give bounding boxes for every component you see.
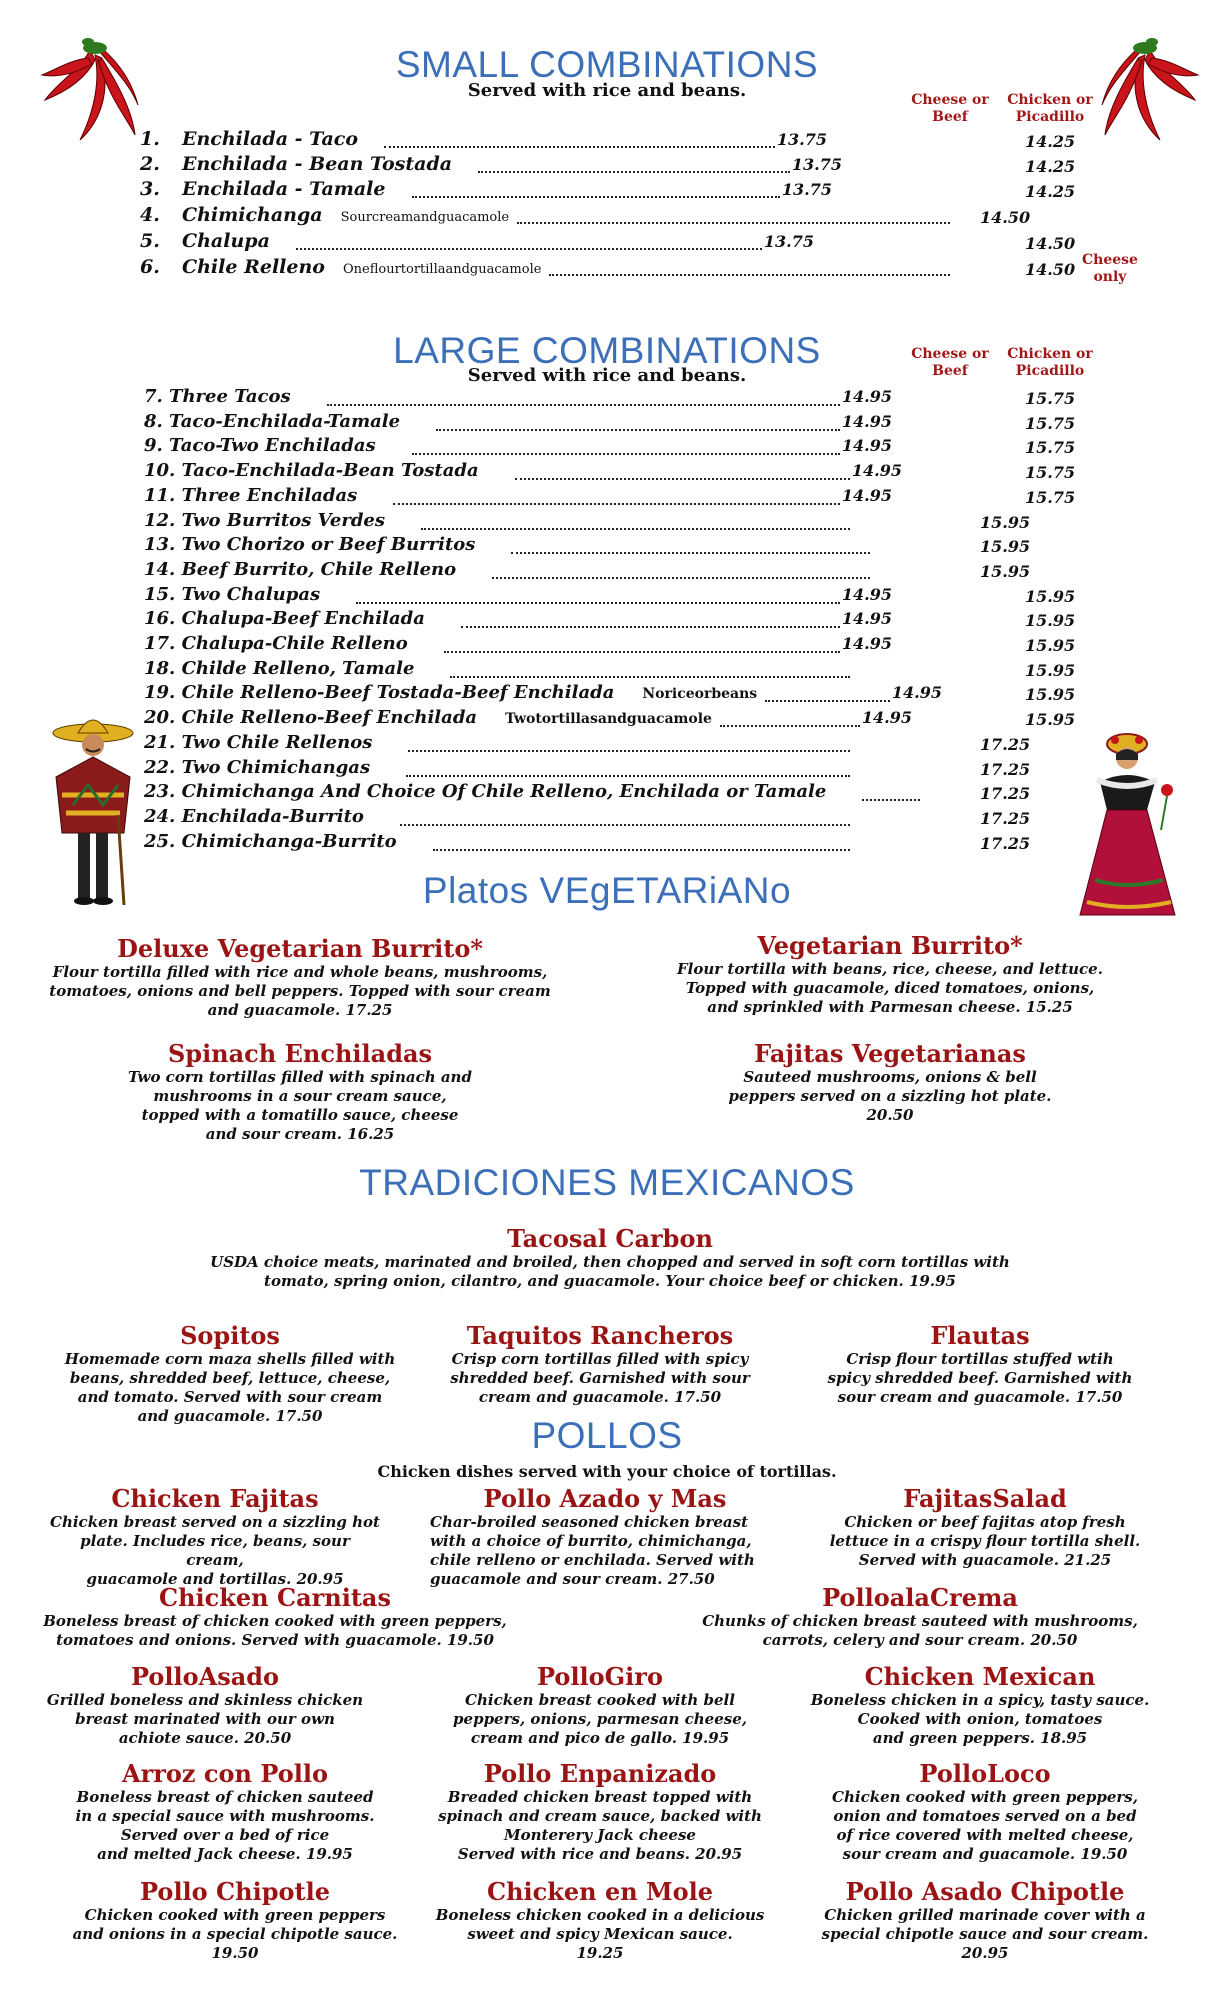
large-combo-row (144, 682, 942, 706)
combo-price-cheese-beef: 14.95 (861, 708, 912, 727)
combo-price-cheese-beef: 14.95 (851, 461, 902, 480)
item-name: Taquitos Rancheros (466, 1321, 734, 1350)
leader-dots (720, 712, 860, 727)
combo-price-cheese-beef: 14.95 (841, 609, 892, 628)
item-description: Homemade corn maza shells filled with beans, shredded beef, lettuce, cheese, and tomato. Served with sour cream and guacamole. 17.50 (64, 1350, 396, 1425)
small-combo-row (140, 204, 952, 228)
combo-price-cheese-beef: 13.75 (776, 130, 827, 149)
combo-note: Sourcreamandguacamole (340, 210, 510, 225)
menu-item (55, 1878, 415, 1963)
combo-price-chicken-picadillo: 14.25 (1025, 157, 1076, 176)
leader-dots (549, 260, 950, 276)
leader-dots (393, 490, 840, 505)
leader-dots (384, 132, 775, 148)
combo-price-chicken-picadillo: 14.50 (1025, 260, 1076, 279)
item-description: Flour tortilla with beans, rice, cheese, and lettuce. Topped with guacamole, diced tomatoes, onions, and sprinkled with Parmesan cheese. 15.25 (677, 960, 1103, 1016)
pollos-subtitle: Chicken dishes served with your choice of tortillas. (377, 1462, 837, 1481)
menu-item (40, 1663, 370, 1748)
large-combo-row (144, 510, 852, 534)
combo-price-chicken-picadillo: 15.75 (1025, 389, 1076, 408)
item-description: Chicken cooked with green peppers, onion and tomatoes served on a bed of rice covered with melted cheese, sour cream and guacamole. 19.50 (832, 1788, 1138, 1863)
combo-price-chicken-picadillo: 17.25 (980, 834, 1031, 853)
leader-dots (400, 811, 850, 826)
large-combo-row (144, 757, 852, 781)
combo-price-cheese-beef: 14.95 (891, 683, 942, 702)
pollos-title: POLLOS (531, 1415, 683, 1456)
large-combo-row (144, 534, 872, 558)
large-combo-row (144, 559, 872, 583)
menu-item (690, 1040, 1090, 1125)
item-name: Pollo Chipotle (140, 1877, 330, 1906)
leader-dots (450, 663, 850, 678)
combo-price-cheese-beef: 14.95 (841, 436, 892, 455)
menu-item (40, 1584, 510, 1650)
item-name: Pollo Asado Chipotle (845, 1877, 1125, 1906)
item-description: Chunks of chicken breast sauteed with mushrooms, carrots, celery and sour cream. 20.50 (702, 1612, 1138, 1649)
item-description: Chicken cooked with green peppers and onions in a special chipotle sauce. 19.50 (72, 1906, 398, 1962)
small-combo-row (140, 178, 832, 202)
leader-dots (296, 234, 762, 250)
large-combo-row (144, 633, 892, 657)
small-combo-row (140, 153, 842, 177)
leader-dots (412, 440, 840, 455)
menu-item (430, 1663, 770, 1748)
item-description: Breaded chicken breast topped with spinach and cream sauce, backed with Monterery Jack cheese Served with rice and beans. 20.95 (438, 1788, 762, 1863)
item-name: Spinach Enchiladas (167, 1039, 433, 1068)
combo-name: 7. Three Tacos (144, 386, 291, 407)
combo-price-cheese-beef: 14.95 (841, 634, 892, 653)
menu-item (430, 1485, 780, 1589)
leader-dots (327, 391, 840, 406)
item-name: FajitasSalad (903, 1484, 1067, 1513)
leader-dots (478, 157, 790, 173)
combo-number: 2. (140, 153, 160, 175)
combo-price-chicken-picadillo: 15.75 (1025, 488, 1076, 507)
vegetarian-title: Platos VEgETARiANo (422, 870, 792, 911)
combo-price-chicken-picadillo: 15.95 (1025, 685, 1076, 704)
menu-item (50, 1485, 380, 1589)
item-description: Sauteed mushrooms, onions & bell peppers served on a sizzling hot plate. 20.50 (728, 1068, 1052, 1124)
item-name: PolloGiro (537, 1662, 663, 1691)
menu-item (60, 1760, 390, 1864)
item-description: Crisp corn tortillas filled with spicy shredded beef. Garnished with sour cream and guacamole. 17.50 (450, 1350, 750, 1406)
combo-price-chicken-picadillo: 15.95 (1025, 611, 1076, 630)
large-combinations-subtitle: Served with rice and beans. (467, 365, 747, 386)
combo-name: 20. Chile Relleno-Beef Enchilada (144, 707, 478, 728)
leader-dots (412, 182, 780, 198)
combo-number: 4. (140, 204, 160, 226)
small-combinations-subtitle: Served with rice and beans. (467, 80, 747, 101)
large-combo-row (144, 608, 892, 632)
combo-name: 14. Beef Burrito, Chile Relleno (144, 559, 457, 580)
item-description: Boneless breast of chicken cooked with green peppers, tomatoes and onions. Served with guacamole. 19.50 (43, 1612, 507, 1649)
menu-item (805, 1663, 1155, 1748)
combo-note: Noriceorbeans (642, 686, 758, 702)
combo-name: 11. Three Enchiladas (144, 485, 358, 506)
combo-price-chicken-picadillo: 14.25 (1025, 182, 1076, 201)
item-name: Pollo Enpanizado (483, 1759, 717, 1788)
combo-name: 12. Two Burritos Verdes (144, 510, 386, 531)
leader-dots (765, 687, 890, 702)
item-description: Chicken breast served on a sizzling hot plate. Includes rice, beans, sour cream, guacamole and tortillas. 20.95 (50, 1513, 380, 1588)
menu-item (430, 1760, 770, 1864)
combo-name: Chile Relleno (182, 256, 325, 278)
combo-price-chicken-picadillo: 14.50 (980, 208, 1031, 227)
item-name: Chicken en Mole (486, 1877, 714, 1906)
item-name: PolloalaCrema (822, 1583, 1018, 1612)
combo-price-chicken-picadillo: 14.25 (1025, 132, 1076, 151)
large-combo-row (144, 781, 922, 805)
combo-number: 5. (140, 230, 160, 252)
combo-price-chicken-picadillo: 17.25 (980, 735, 1031, 754)
menu-item (810, 1878, 1160, 1963)
combo-name: Chimichanga (182, 204, 323, 226)
combo-price-chicken-picadillo: 15.95 (1025, 636, 1076, 655)
item-name: PolloLoco (919, 1759, 1051, 1788)
small-combinations-title: SMALL COMBINATIONS (395, 44, 819, 85)
item-description: USDA choice meats, marinated and broiled, then chopped and served in soft corn tortillas with tomato, spring onion, cilantro, and guacamole. Your choice beef or chicken. 19.95 (210, 1253, 1010, 1290)
small-col-chicken-picadillo: Chicken or Picadillo (1007, 92, 1093, 125)
leader-dots (356, 589, 840, 604)
leader-dots (517, 208, 950, 224)
combo-price-cheese-beef: 14.95 (841, 585, 892, 604)
combo-name: Enchilada - Tamale (182, 178, 386, 200)
item-name: Chicken Fajitas (111, 1484, 319, 1513)
combo-name: 19. Chile Relleno-Beef Tostada-Beef Enchilada (144, 682, 615, 703)
menu-item (700, 1584, 1140, 1650)
small-col-cheese-beef: Cheese or Beef (911, 92, 989, 125)
item-name: Sopitos (180, 1321, 280, 1350)
tradiciones-title: TRADICIONES MEXICANOS (359, 1162, 855, 1203)
combo-name: 22. Two Chimichangas (144, 757, 371, 778)
leader-dots (436, 416, 840, 431)
leader-dots (862, 786, 920, 801)
combo-price-chicken-picadillo: 15.75 (1025, 463, 1076, 482)
combo-price-cheese-beef: 14.95 (841, 486, 892, 505)
combo-price-cheese-beef: 14.95 (841, 412, 892, 431)
combo-price-chicken-picadillo: 15.95 (1025, 587, 1076, 606)
large-col-cheese-beef: Cheese or Beef (911, 346, 989, 379)
small-combo-row (140, 128, 827, 152)
large-combo-row (144, 707, 912, 731)
large-combo-row (144, 435, 892, 459)
item-name: Arroz con Pollo (122, 1759, 328, 1788)
menu-item (660, 932, 1120, 1017)
menu-item (430, 1878, 770, 1963)
menu-item (810, 1485, 1160, 1570)
combo-price-cheese-beef: 13.75 (763, 232, 814, 251)
small-combo-row (140, 230, 814, 254)
combo-name: 16. Chalupa-Beef Enchilada (144, 608, 425, 629)
item-name: Deluxe Vegetarian Burrito* (117, 934, 483, 963)
item-description: Char-broiled seasoned chicken breast with a choice of burrito, chimichanga, chile relleno or enchilada. Served with guacamole and sour cream. 27.50 (430, 1513, 755, 1588)
item-description: Chicken breast cooked with bell peppers, onions, parmesan cheese, cream and pico de gallo. 19.95 (453, 1691, 747, 1747)
item-name: Pollo Azado y Mas (483, 1484, 727, 1513)
item-name: Fajitas Vegetarianas (754, 1039, 1026, 1068)
item-name: Tacosal Carbon (507, 1224, 713, 1253)
item-name: Vegetarian Burrito* (757, 931, 1023, 960)
combo-note: Oneflourtortillaandguacamole (342, 262, 542, 277)
combo-price-chicken-picadillo: 17.25 (980, 809, 1031, 828)
combo-name: Chalupa (182, 230, 270, 252)
combo-price-chicken-picadillo: 15.95 (980, 562, 1031, 581)
large-combo-row (144, 806, 852, 830)
combo-price-cheese-beef: 13.75 (781, 180, 832, 199)
leader-dots (421, 515, 850, 530)
item-name: Chicken Carnitas (159, 1583, 391, 1612)
combo-number: 3. (140, 178, 160, 200)
combo-name: 8. Taco-Enchilada-Tamale (144, 411, 401, 432)
item-description: Flour tortilla filled with rice and whole beans, mushrooms, tomatoes, onions and bell peppers. Topped with sour cream and guacamole. 17.25 (49, 963, 551, 1019)
large-col-chicken-picadillo: Chicken or Picadillo (1007, 346, 1093, 379)
large-combo-row (144, 584, 892, 608)
menu-item (45, 1322, 415, 1426)
large-combo-row (144, 386, 892, 410)
item-description: Chicken or beef fajitas atop fresh lettuce in a crispy flour tortilla shell. Served with guacamole. 21.25 (829, 1513, 1141, 1569)
combo-price-chicken-picadillo: 15.75 (1025, 414, 1076, 433)
menu-item (430, 1322, 770, 1407)
combo-name: Enchilada - Taco (182, 128, 359, 150)
combo-name: 10. Taco-Enchilada-Bean Tostada (144, 460, 479, 481)
leader-dots (444, 638, 840, 653)
small-combo-row (140, 256, 952, 280)
large-combo-row (144, 658, 852, 682)
combo-price-chicken-picadillo: 17.25 (980, 760, 1031, 779)
combo-name: 17. Chalupa-Chile Relleno (144, 633, 408, 654)
cheese-only-note: Cheese only (1082, 252, 1138, 285)
leader-dots (433, 836, 850, 851)
large-combinations-title: LARGE COMBINATIONS (393, 330, 821, 371)
combo-price-chicken-picadillo: 17.25 (980, 784, 1031, 803)
combo-price-chicken-picadillo: 15.95 (1025, 661, 1076, 680)
large-combo-row (144, 732, 852, 756)
item-description: Two corn tortillas filled with spinach and mushrooms in a sour cream sauce, topped with a tomatillo sauce, cheese and sour cream. 16.25 (128, 1068, 472, 1143)
combo-number: 6. (140, 256, 160, 278)
item-name: Flautas (930, 1321, 1030, 1350)
combo-price-chicken-picadillo: 15.75 (1025, 438, 1076, 457)
large-combo-row (144, 485, 892, 509)
leader-dots (406, 762, 850, 777)
menu-item (160, 1225, 1060, 1291)
combo-price-chicken-picadillo: 15.95 (980, 513, 1031, 532)
leader-dots (492, 564, 870, 579)
item-name: Chicken Mexican (864, 1662, 1096, 1691)
combo-name: 21. Two Chile Rellenos (144, 732, 373, 753)
combo-price-cheese-beef: 14.95 (841, 387, 892, 406)
item-description: Boneless chicken in a spicy, tasty sauce. Cooked with onion, tomatoes and green peppers. 18.95 (810, 1691, 1150, 1747)
large-combo-row (144, 411, 892, 435)
combo-note: Twotortillasandguacamole (505, 711, 712, 727)
item-description: Crisp flour tortillas stuffed wtih spicy shredded beef. Garnished with sour cream and guacamole. 17.50 (827, 1350, 1133, 1406)
item-description: Grilled boneless and skinless chicken breast marinated with our own achiote sauce. 20.50 (46, 1691, 364, 1747)
item-name: PolloAsado (130, 1662, 280, 1691)
item-description: Boneless breast of chicken sauteed in a special sauce with mushrooms. Served over a bed of rice and melted Jack cheese. 19.95 (75, 1788, 375, 1863)
menu-item (810, 1322, 1150, 1407)
combo-price-chicken-picadillo: 15.95 (980, 537, 1031, 556)
combo-price-cheese-beef: 13.75 (791, 155, 842, 174)
combo-price-chicken-picadillo: 14.50 (1025, 234, 1076, 253)
large-combo-row (144, 831, 852, 855)
combo-name: 24. Enchilada-Burrito (144, 806, 364, 827)
large-combo-row (144, 460, 902, 484)
combo-name: Enchilada - Bean Tostada (182, 153, 453, 175)
combo-name: 15. Two Chalupas (144, 584, 321, 605)
leader-dots (511, 539, 870, 554)
item-description: Boneless chicken cooked in a delicious sweet and spicy Mexican sauce. 19.25 (435, 1906, 765, 1962)
combo-number: 1. (140, 128, 160, 150)
menu-item (110, 1040, 490, 1144)
menu-item (40, 935, 560, 1020)
combo-name: 25. Chimichanga-Burrito (144, 831, 397, 852)
leader-dots (515, 465, 850, 480)
leader-dots (461, 613, 840, 628)
item-description: Chicken grilled marinade cover with a special chipotle sauce and sour cream. 20.95 (821, 1906, 1149, 1962)
combo-name: 9. Taco-Two Enchiladas (144, 435, 376, 456)
leader-dots (408, 737, 850, 752)
combo-name: 13. Two Chorizo or Beef Burritos (144, 534, 476, 555)
combo-name: 23. Chimichanga And Choice Of Chile Relleno, Enchilada or Tamale (144, 781, 827, 802)
combo-name: 18. Childe Relleno, Tamale (144, 658, 415, 679)
combo-price-chicken-picadillo: 15.95 (1025, 710, 1076, 729)
menu-item (820, 1760, 1150, 1864)
